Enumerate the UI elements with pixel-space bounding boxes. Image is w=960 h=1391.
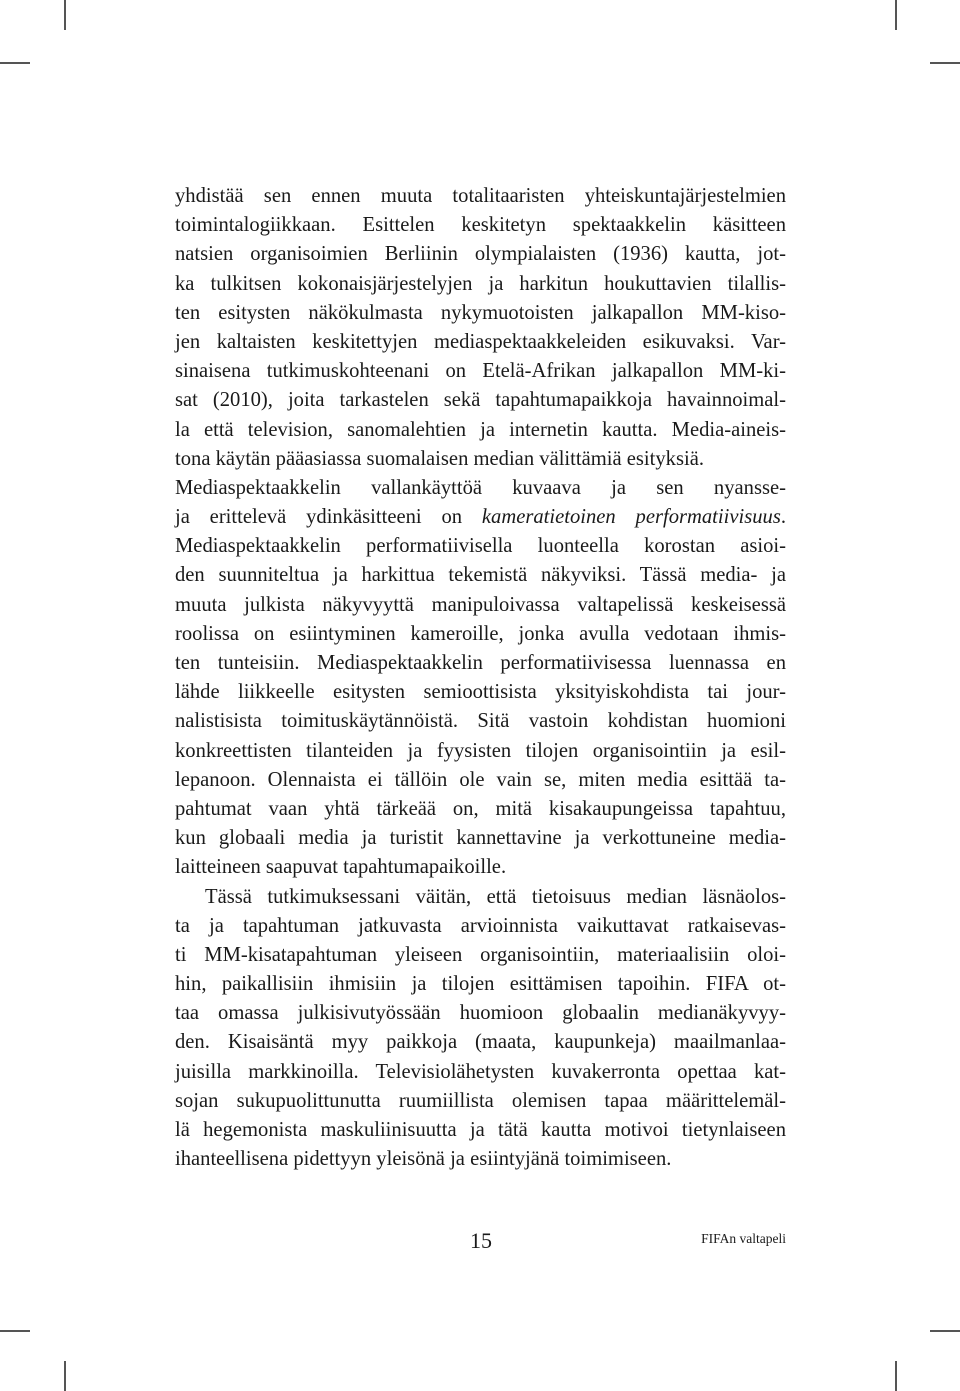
text-line: yhdistää sen ennen muuta totalitaaristen yhteiskuntajärjestelmien (175, 185, 786, 207)
text-line-prefix: ja erittelevä ydinkäsitteeni on (175, 506, 482, 529)
crop-mark-left-bottom (0, 1330, 30, 1332)
text-line: tona käytän pääasiassa suomalaisen median välittämiä esityksiä. (175, 447, 704, 470)
text-line: laitteineen saapuvat tapahtumapaikoille. (175, 856, 507, 879)
text-line: toimintalogiikkaan. Esittelen keskitetyn spektaakkelin käsitteen (175, 214, 786, 237)
key-concept: kameratietoinen performatiivisuus (481, 506, 781, 529)
text-line: nalistisista toimituskäytännöistä. Sitä vastoin kohdistan huomioni (175, 710, 786, 733)
text-line: juisilla markkinoilla. Televisiolähetysten kuvakerronta opettaa kat- (175, 1060, 786, 1083)
text-line: ka tulkitsen kokonaisjärjestelyjen ja harkitun houkuttavien tilallis- (175, 272, 786, 295)
text-line: lepanoon. Olennaista ei tällöin ole vain se, miten media esittää ta- (175, 768, 786, 791)
text-line: ten tunteisiin. Mediaspektaakkelin performatiivisessa luennassa en (175, 652, 786, 674)
crop-mark-top-right (895, 0, 897, 30)
text-line: natsien organisoimien Berliinin olympialaisten (1936) kautta, jot- (175, 243, 786, 266)
text-line: jen kaltaisten keskitettyjen mediaspektaakkeleiden esikuvaksi. Var- (175, 330, 786, 353)
text-line: sinaisena tutkimuskohteenani on Etelä-Afrikan jalkapallon MM-ki- (175, 360, 786, 383)
text-line-suffix: . (780, 506, 786, 529)
text-line: Mediaspektaakkelin vallankäyttöä kuvaava ja sen nyansse- (175, 476, 786, 499)
text-line: den. Kisaisäntä myy paikkoja (maata, kaupunkeja) maailmanlaa- (175, 1031, 786, 1054)
crop-mark-bottom-left (64, 1361, 66, 1391)
text-line: sat (2010), joita tarkastelen sekä tapahtumapaikkoja havainnoimal- (175, 389, 786, 412)
text-line: kun globaali media ja turistit kannettavine ja verkottuneine media- (175, 827, 786, 850)
text-line: lähde liikkeelle esitysten semioottisista yksityiskohdista tai jour- (175, 681, 786, 704)
body-text (175, 182, 786, 1174)
crop-mark-left-top (0, 62, 30, 64)
crop-mark-bottom-right (895, 1361, 897, 1391)
running-title: FIFAn valtapeli (701, 1231, 786, 1246)
text-line: sojan sukupuolittunutta ruumiillista olemisen tapaa määrittelemäl- (175, 1089, 786, 1112)
crop-mark-right-bottom (930, 1330, 960, 1332)
text-line: konkreettisten tilanteiden ja fyysisten tilojen organisointiin ja esil- (175, 739, 786, 762)
text-line: la että television, sanomalehtien ja internetin kautta. Media-aineis- (175, 418, 786, 441)
page-number: 15 (470, 1228, 492, 1253)
text-line: Tässä tutkimuksessani väitän, että tietoisuus median läsnäolos- (205, 885, 786, 908)
text-line: muuta julkista näkyvyyttä manipuloivassa valtapelissä keskeisessä (175, 593, 786, 616)
text-line: Mediaspektaakkelin performatiivisella luonteella korostan asioi- (175, 535, 786, 558)
crop-mark-top-left (64, 0, 66, 30)
text-line: hin, paikallisiin ihmisiin ja tilojen esittämisen tapoihin. FIFA ot- (175, 973, 786, 996)
text-line: ta ja tapahtuman jatkuvasta arvioinnista vaikuttavat ratkaisevas- (175, 914, 786, 937)
text-line: ihanteellisena pidettyyn yleisönä ja esiintyjänä toimimiseen. (175, 1148, 672, 1171)
text-line: lä hegemonista maskuliinisuutta ja tätä kautta motivoi tietynlaiseen (175, 1119, 786, 1141)
text-line: ti MM-kisatapahtuman yleiseen organisointiin, materiaalisiin oloi- (175, 943, 786, 966)
text-line: roolissa on esiintyminen kameroille, jonka avulla vedotaan ihmis- (175, 622, 786, 645)
text-line: taa omassa julkisivutyössään huomioon globaalin medianäkyvyy- (175, 1002, 786, 1025)
text-line-with-emphasis (175, 503, 786, 532)
text-line: pahtumat vaan yhtä tärkeää on, mitä kisakaupungeissa tapahtuu, (175, 797, 786, 820)
crop-mark-right-top (930, 62, 960, 64)
text-line: ten esitysten näkökulmasta nykymuotoisten jalkapallon MM-kiso- (175, 301, 786, 324)
text-line: den suunniteltua ja harkittua tekemistä näkyviksi. Tässä media- ja (175, 564, 786, 587)
